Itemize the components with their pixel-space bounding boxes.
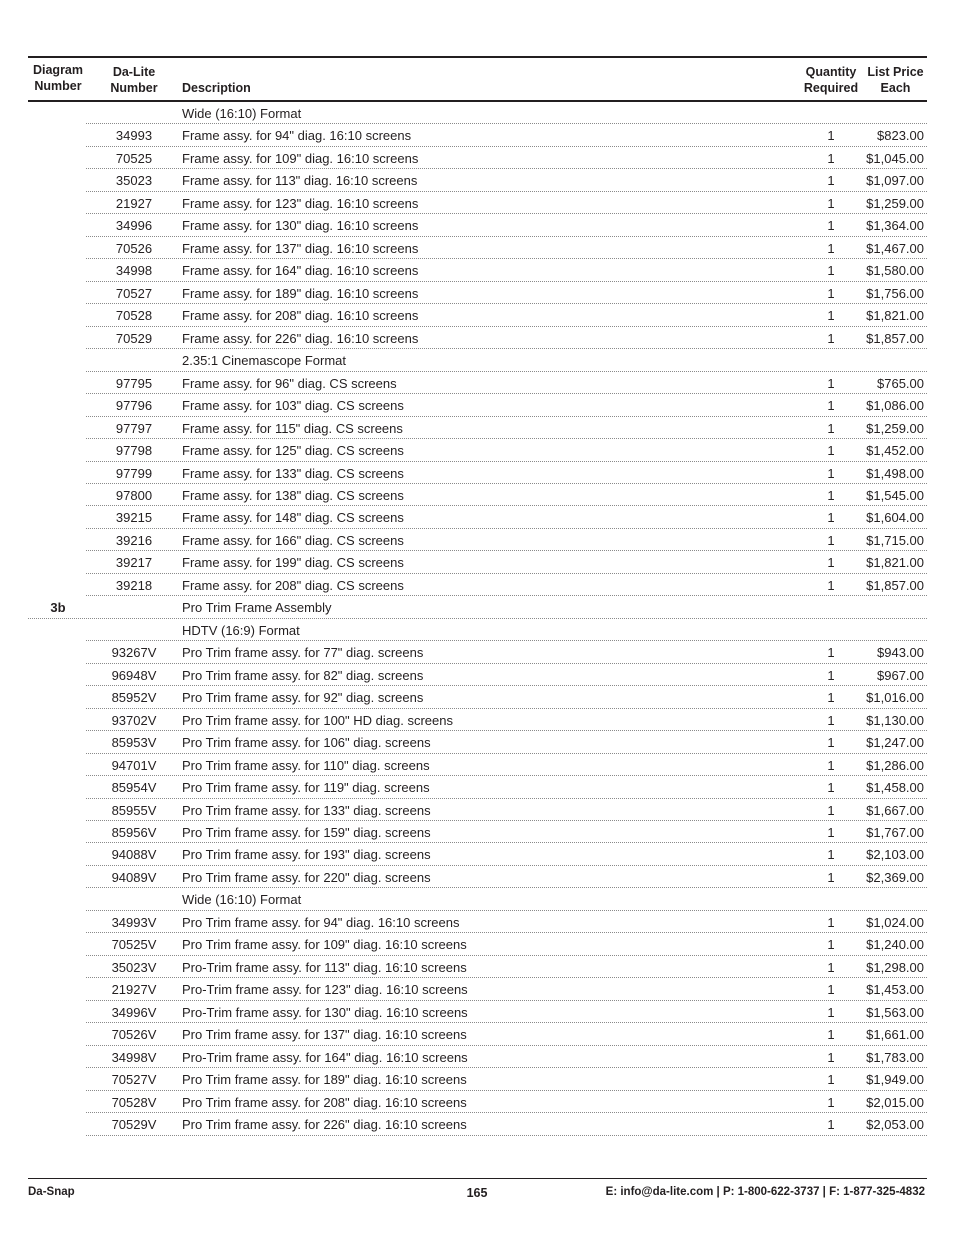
table-row bbox=[28, 1091, 927, 1113]
description-cell: Frame assy. for 208" diag. CS screens bbox=[182, 577, 404, 593]
price-cell: $1,453.00 bbox=[866, 982, 924, 998]
part-number-cell: 85954V bbox=[111, 780, 157, 796]
part-number-cell: 97796 bbox=[115, 398, 153, 414]
footer-brand: Da-Snap bbox=[28, 1186, 75, 1198]
price-cell: $1,783.00 bbox=[866, 1049, 924, 1065]
price-cell: $1,821.00 bbox=[866, 308, 924, 324]
quantity-cell: 1 bbox=[827, 577, 835, 593]
part-number-cell: 85952V bbox=[111, 690, 157, 706]
description-cell: Frame assy. for 137" diag. 16:10 screens bbox=[182, 240, 419, 256]
table-row bbox=[28, 641, 927, 663]
table-row bbox=[28, 776, 927, 798]
description-cell: Pro Trim frame assy. for 133" diag. screens bbox=[182, 802, 431, 818]
price-cell: $1,086.00 bbox=[866, 398, 924, 414]
quantity-cell: 1 bbox=[827, 308, 835, 324]
description-cell: Pro Trim frame assy. for 92" diag. screens bbox=[182, 690, 424, 706]
quantity-cell: 1 bbox=[827, 645, 835, 661]
table-row bbox=[28, 372, 927, 394]
quantity-cell: 1 bbox=[827, 510, 835, 526]
description-cell: Pro-Trim frame assy. for 123" diag. 16:10 screens bbox=[182, 982, 468, 998]
price-cell: $2,015.00 bbox=[866, 1094, 924, 1110]
header-diagram-line1: Diagram bbox=[32, 63, 84, 77]
part-number-cell: 70528V bbox=[111, 1094, 157, 1110]
price-cell: $1,580.00 bbox=[866, 263, 924, 279]
table-row bbox=[28, 394, 927, 416]
part-number-cell: 70528 bbox=[115, 308, 153, 324]
description-cell: Frame assy. for 166" diag. CS screens bbox=[182, 532, 404, 548]
table-row bbox=[28, 754, 927, 776]
table-row bbox=[28, 843, 927, 865]
price-cell: $1,364.00 bbox=[866, 218, 924, 234]
description-cell: Frame assy. for 148" diag. CS screens bbox=[182, 510, 404, 526]
price-cell: $1,661.00 bbox=[866, 1027, 924, 1043]
table-row bbox=[28, 911, 927, 933]
part-number-cell: 97795 bbox=[115, 375, 153, 391]
price-cell: $1,563.00 bbox=[866, 1004, 924, 1020]
quantity-cell: 1 bbox=[827, 914, 835, 930]
header-dalite-line1: Da-Lite bbox=[112, 65, 156, 79]
header-dalite-number bbox=[106, 64, 162, 96]
description-cell: Frame assy. for 164" diag. 16:10 screens bbox=[182, 263, 419, 279]
quantity-cell: 1 bbox=[827, 443, 835, 459]
table-row bbox=[28, 462, 927, 484]
quantity-cell: 1 bbox=[827, 285, 835, 301]
description-cell: Pro Trim frame assy. for 94" diag. 16:10 screens bbox=[182, 914, 460, 930]
description-cell: Pro-Trim frame assy. for 113" diag. 16:10 screens bbox=[182, 959, 467, 975]
price-cell: $2,103.00 bbox=[866, 847, 924, 863]
price-cell: $1,857.00 bbox=[866, 577, 924, 593]
description-cell: Frame assy. for 94" diag. 16:10 screens bbox=[182, 128, 412, 144]
part-number-cell: 85953V bbox=[111, 735, 157, 751]
part-number-cell: 34998V bbox=[111, 1049, 157, 1065]
table-row bbox=[28, 956, 927, 978]
description-cell: Pro Trim frame assy. for 82" diag. screens bbox=[182, 667, 424, 683]
price-cell: $1,715.00 bbox=[866, 532, 924, 548]
quantity-cell: 1 bbox=[827, 735, 835, 751]
price-cell: $1,247.00 bbox=[866, 735, 924, 751]
part-number-cell: 39216 bbox=[115, 532, 153, 548]
quantity-cell: 1 bbox=[827, 982, 835, 998]
price-cell: $967.00 bbox=[877, 667, 924, 683]
part-number-cell: 97800 bbox=[115, 487, 153, 503]
description-cell: Frame assy. for 109" diag. 16:10 screens bbox=[182, 150, 419, 166]
description-cell: Pro Trim frame assy. for 109" diag. 16:10 screens bbox=[182, 937, 467, 953]
quantity-cell: 1 bbox=[827, 330, 835, 346]
description-cell: Pro Trim frame assy. for 226" diag. 16:10 screens bbox=[182, 1117, 467, 1133]
part-number-cell: 39217 bbox=[115, 555, 153, 571]
table-row bbox=[28, 169, 927, 191]
description-cell: Pro Trim frame assy. for 137" diag. 16:10 screens bbox=[182, 1027, 467, 1043]
footer-contact: E: info@da-lite.com | P: 1-800-622-3737 | F: 1-877-325-4832 bbox=[605, 1186, 925, 1198]
description-cell: Pro-Trim frame assy. for 164" diag. 16:10 screens bbox=[182, 1049, 468, 1065]
table-header bbox=[28, 60, 927, 102]
table-row bbox=[28, 282, 927, 304]
description-cell: Pro Trim Frame Assembly bbox=[182, 600, 332, 616]
price-cell: $1,498.00 bbox=[866, 465, 924, 481]
description-cell: Frame assy. for 125" diag. CS screens bbox=[182, 443, 404, 459]
quantity-cell: 1 bbox=[827, 937, 835, 953]
part-number-cell: 70529V bbox=[111, 1117, 157, 1133]
part-number-cell: 34996 bbox=[115, 218, 153, 234]
quantity-cell: 1 bbox=[827, 487, 835, 503]
description-cell: Wide (16:10) Format bbox=[182, 892, 302, 908]
quantity-cell: 1 bbox=[827, 690, 835, 706]
part-number-cell: 39215 bbox=[115, 510, 153, 526]
price-cell: $1,240.00 bbox=[866, 937, 924, 953]
price-cell: $1,016.00 bbox=[866, 690, 924, 706]
price-cell: $765.00 bbox=[877, 375, 924, 391]
table-row bbox=[28, 1023, 927, 1045]
part-number-cell: 70527 bbox=[115, 285, 153, 301]
part-number-cell: 35023V bbox=[111, 959, 157, 975]
header-quantity-line1: Quantity bbox=[805, 65, 857, 79]
header-description: Description bbox=[182, 81, 251, 95]
quantity-cell: 1 bbox=[827, 218, 835, 234]
price-cell: $1,604.00 bbox=[866, 510, 924, 526]
part-number-cell: 34998 bbox=[115, 263, 153, 279]
top-rule bbox=[28, 56, 927, 58]
description-cell: Frame assy. for 123" diag. 16:10 screens bbox=[182, 195, 419, 211]
price-cell: $1,452.00 bbox=[866, 443, 924, 459]
description-cell: Frame assy. for 115" diag. CS screens bbox=[182, 420, 403, 436]
quantity-cell: 1 bbox=[827, 465, 835, 481]
part-number-cell: 94089V bbox=[111, 869, 157, 885]
quantity-cell: 1 bbox=[827, 173, 835, 189]
description-cell: Pro Trim frame assy. for 159" diag. screens bbox=[182, 825, 431, 840]
description-cell: Pro Trim frame assy. for 189" diag. 16:10 screens bbox=[182, 1072, 467, 1088]
table-row bbox=[28, 124, 927, 146]
price-cell: $1,857.00 bbox=[866, 330, 924, 346]
quantity-cell: 1 bbox=[827, 398, 835, 414]
part-number-cell: 35023 bbox=[115, 173, 153, 189]
description-cell: Pro Trim frame assy. for 110" diag. screens bbox=[182, 757, 430, 773]
price-cell: $1,045.00 bbox=[866, 150, 924, 166]
table-row bbox=[28, 439, 927, 461]
description-cell: Frame assy. for 208" diag. 16:10 screens bbox=[182, 308, 419, 324]
quantity-cell: 1 bbox=[827, 240, 835, 256]
quantity-cell: 1 bbox=[827, 1072, 835, 1088]
part-number-cell: 97799 bbox=[115, 465, 153, 481]
price-cell: $2,053.00 bbox=[866, 1117, 924, 1133]
part-number-cell: 85955V bbox=[111, 802, 157, 818]
price-cell: $1,767.00 bbox=[866, 825, 924, 840]
description-cell: Pro Trim frame assy. for 208" diag. 16:10 screens bbox=[182, 1094, 467, 1110]
price-cell: $1,259.00 bbox=[866, 195, 924, 211]
table-row bbox=[28, 821, 927, 843]
description-cell: HDTV (16:9) Format bbox=[182, 622, 300, 638]
part-number-cell: 70526 bbox=[115, 240, 153, 256]
description-cell: Wide (16:10) Format bbox=[182, 106, 302, 121]
header-price-line2: Each bbox=[880, 81, 911, 95]
table-row bbox=[28, 237, 927, 259]
description-cell: Pro Trim frame assy. for 220" diag. screens bbox=[182, 869, 431, 885]
table-row bbox=[28, 799, 927, 821]
header-dalite-line2: Number bbox=[110, 81, 158, 95]
part-number-cell: 70526V bbox=[111, 1027, 157, 1043]
diagram-number-cell: 3b bbox=[50, 600, 66, 616]
part-number-cell: 93702V bbox=[111, 712, 157, 728]
table-row bbox=[28, 1001, 927, 1023]
part-number-cell: 85956V bbox=[111, 825, 157, 840]
part-number-cell: 21927V bbox=[111, 982, 157, 998]
description-cell: Frame assy. for 103" diag. CS screens bbox=[182, 398, 404, 414]
price-cell: $1,097.00 bbox=[866, 173, 924, 189]
price-cell: $943.00 bbox=[877, 645, 924, 661]
description-cell: Frame assy. for 133" diag. CS screens bbox=[182, 465, 404, 481]
price-cell: $1,821.00 bbox=[866, 555, 924, 571]
table-row bbox=[28, 529, 927, 551]
price-cell: $1,545.00 bbox=[866, 487, 924, 503]
price-cell: $1,756.00 bbox=[866, 285, 924, 301]
row-divider bbox=[86, 1135, 927, 1136]
quantity-cell: 1 bbox=[827, 847, 835, 863]
quantity-cell: 1 bbox=[827, 375, 835, 391]
part-number-cell: 70525V bbox=[111, 937, 157, 953]
section-heading-row bbox=[28, 102, 927, 124]
description-cell: Frame assy. for 96" diag. CS screens bbox=[182, 375, 397, 391]
table-row bbox=[28, 192, 927, 214]
table-row bbox=[28, 484, 927, 506]
quantity-cell: 1 bbox=[827, 420, 835, 436]
header-diagram-number bbox=[28, 62, 88, 94]
table-row bbox=[28, 933, 927, 955]
table-row bbox=[28, 551, 927, 573]
quantity-cell: 1 bbox=[827, 1049, 835, 1065]
price-cell: $2,369.00 bbox=[866, 869, 924, 885]
table-row bbox=[28, 709, 927, 731]
table-row bbox=[28, 259, 927, 281]
description-cell: Frame assy. for 226" diag. 16:10 screens bbox=[182, 330, 419, 346]
footer-rule bbox=[28, 1178, 927, 1179]
table-row bbox=[28, 686, 927, 708]
quantity-cell: 1 bbox=[827, 780, 835, 796]
table-row bbox=[28, 731, 927, 753]
quantity-cell: 1 bbox=[827, 1027, 835, 1043]
quantity-cell: 1 bbox=[827, 802, 835, 818]
header-list-price bbox=[864, 64, 927, 96]
part-number-cell: 21927 bbox=[115, 195, 153, 211]
table-row bbox=[28, 1068, 927, 1090]
quantity-cell: 1 bbox=[827, 959, 835, 975]
part-number-cell: 96948V bbox=[111, 667, 157, 683]
table-row bbox=[28, 304, 927, 326]
table-row bbox=[28, 866, 927, 888]
header-quantity bbox=[798, 64, 864, 96]
section-heading-row bbox=[28, 619, 927, 641]
description-cell: Pro Trim frame assy. for 100" HD diag. screens bbox=[182, 712, 453, 728]
quantity-cell: 1 bbox=[827, 712, 835, 728]
price-cell: $1,024.00 bbox=[866, 914, 924, 930]
table-row bbox=[28, 214, 927, 236]
quantity-cell: 1 bbox=[827, 667, 835, 683]
quantity-cell: 1 bbox=[827, 1117, 835, 1133]
price-cell: $823.00 bbox=[877, 128, 924, 144]
header-quantity-line2: Required bbox=[803, 81, 859, 95]
quantity-cell: 1 bbox=[827, 150, 835, 166]
section-heading-row bbox=[28, 596, 927, 618]
part-number-cell: 94088V bbox=[111, 847, 157, 863]
quantity-cell: 1 bbox=[827, 555, 835, 571]
table-row bbox=[28, 1046, 927, 1068]
description-cell: Frame assy. for 113" diag. 16:10 screens bbox=[182, 173, 418, 189]
quantity-cell: 1 bbox=[827, 128, 835, 144]
price-cell: $1,949.00 bbox=[866, 1072, 924, 1088]
description-cell: Pro Trim frame assy. for 106" diag. screens bbox=[182, 735, 431, 751]
price-cell: $1,667.00 bbox=[866, 802, 924, 818]
description-cell: Frame assy. for 189" diag. 16:10 screens bbox=[182, 285, 419, 301]
description-cell: Frame assy. for 138" diag. CS screens bbox=[182, 487, 404, 503]
price-cell: $1,259.00 bbox=[866, 420, 924, 436]
part-number-cell: 70527V bbox=[111, 1072, 157, 1088]
description-cell: Pro Trim frame assy. for 193" diag. screens bbox=[182, 847, 431, 863]
price-cell: $1,130.00 bbox=[866, 712, 924, 728]
price-cell: $1,467.00 bbox=[866, 240, 924, 256]
price-cell: $1,458.00 bbox=[866, 780, 924, 796]
part-number-cell: 70525 bbox=[115, 150, 153, 166]
part-number-cell: 70529 bbox=[115, 330, 153, 346]
price-cell: $1,298.00 bbox=[866, 959, 924, 975]
part-number-cell: 94701V bbox=[111, 757, 157, 773]
quantity-cell: 1 bbox=[827, 195, 835, 211]
part-number-cell: 93267V bbox=[111, 645, 157, 661]
part-number-cell: 97797 bbox=[115, 420, 153, 436]
description-cell: Pro-Trim frame assy. for 130" diag. 16:10 screens bbox=[182, 1004, 468, 1020]
description-cell: 2.35:1 Cinemascope Format bbox=[182, 353, 347, 369]
part-number-cell: 34993 bbox=[115, 128, 153, 144]
table-row bbox=[28, 664, 927, 686]
quantity-cell: 1 bbox=[827, 825, 835, 840]
section-heading-row bbox=[28, 888, 927, 910]
description-cell: Pro Trim frame assy. for 77" diag. screens bbox=[182, 645, 424, 661]
description-cell: Frame assy. for 199" diag. CS screens bbox=[182, 555, 404, 571]
quantity-cell: 1 bbox=[827, 869, 835, 885]
table-row bbox=[28, 574, 927, 596]
table-row bbox=[28, 978, 927, 1000]
header-price-line1: List Price bbox=[867, 65, 924, 79]
price-cell: $1,286.00 bbox=[866, 757, 924, 773]
page-number: 165 bbox=[466, 1186, 488, 1200]
table-row bbox=[28, 327, 927, 349]
quantity-cell: 1 bbox=[827, 263, 835, 279]
table-row bbox=[28, 506, 927, 528]
part-number-cell: 97798 bbox=[115, 443, 153, 459]
part-number-cell: 39218 bbox=[115, 577, 153, 593]
description-cell: Frame assy. for 130" diag. 16:10 screens bbox=[182, 218, 419, 234]
table-row bbox=[28, 417, 927, 439]
description-cell: Pro Trim frame assy. for 119" diag. screens bbox=[182, 780, 430, 796]
part-number-cell: 34996V bbox=[111, 1004, 157, 1020]
table-row bbox=[28, 1113, 927, 1135]
parts-table-body bbox=[28, 102, 927, 1136]
quantity-cell: 1 bbox=[827, 1094, 835, 1110]
quantity-cell: 1 bbox=[827, 757, 835, 773]
section-heading-row bbox=[28, 349, 927, 371]
part-number-cell: 34993V bbox=[111, 914, 157, 930]
quantity-cell: 1 bbox=[827, 532, 835, 548]
quantity-cell: 1 bbox=[827, 1004, 835, 1020]
header-diagram-line2: Number bbox=[34, 79, 82, 93]
table-row bbox=[28, 147, 927, 169]
